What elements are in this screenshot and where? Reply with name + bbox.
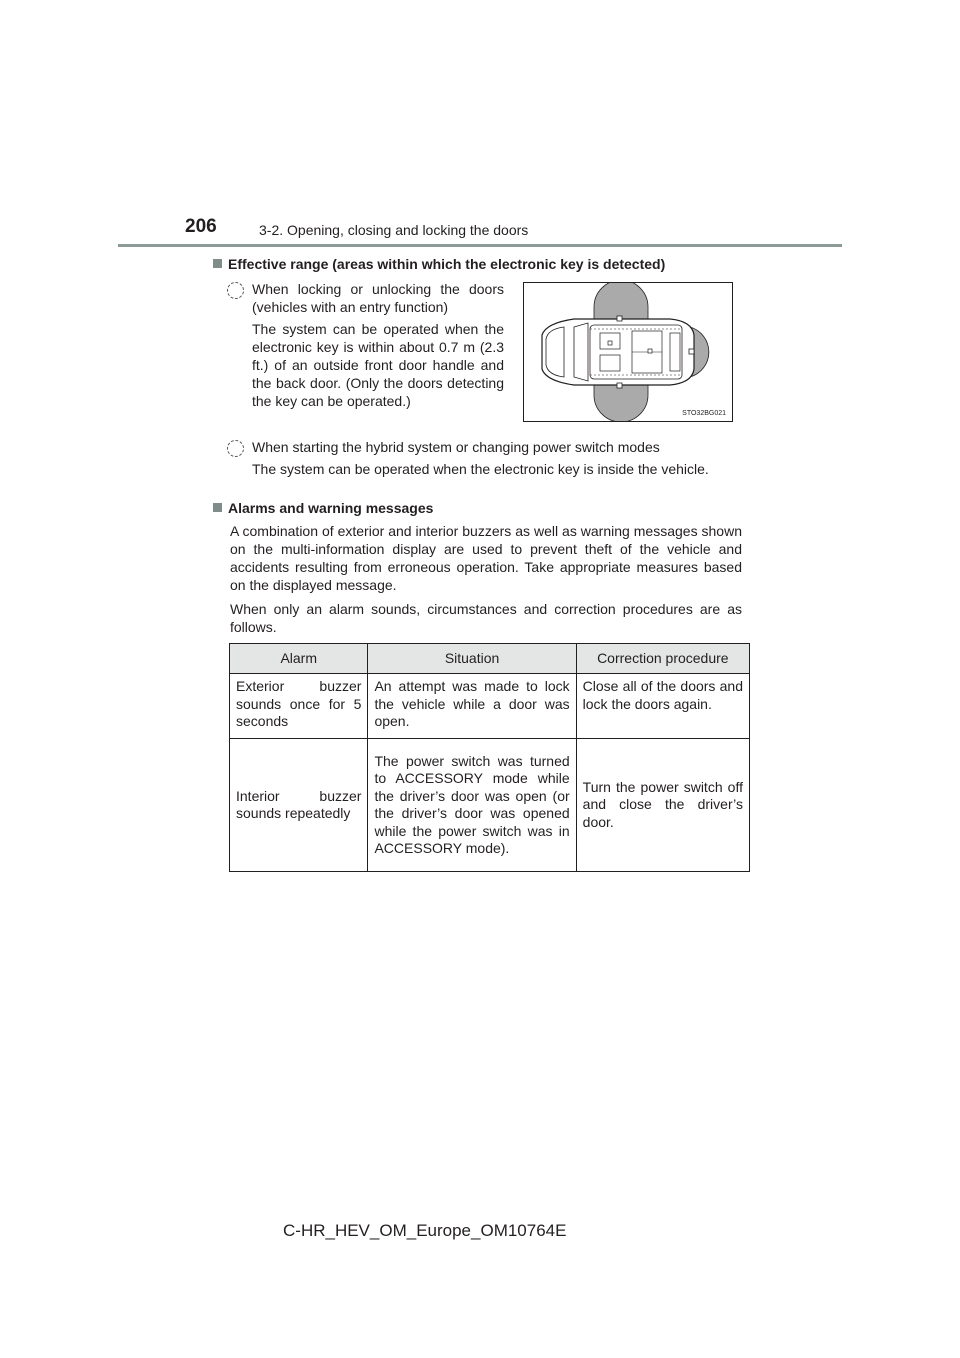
dashed-circle-icon xyxy=(227,282,244,299)
table-header-situation: Situation xyxy=(368,644,576,674)
table-cell: The power switch was turned to ACCESSORY mode while the driver’s door was open (or the driver’s door was opened while the power switch was in ACCESSORY mode). xyxy=(368,739,576,872)
table-cell: Interior buzzer sounds repeatedly xyxy=(230,739,368,872)
table-cell: Close all of the doors and lock the doors again. xyxy=(576,674,749,739)
table-cell: Exterior buzzer sounds once for 5 seconds xyxy=(230,674,368,739)
alarm-table xyxy=(229,643,750,872)
table-cell: Turn the power switch off and close the driver’s door. xyxy=(576,739,749,872)
table-cell: An attempt was made to lock the vehicle while a door was open. xyxy=(368,674,576,739)
alarms-paragraph-2: When only an alarm sounds, circumstances and correction procedures are as follows. xyxy=(230,601,742,635)
item1-title: When locking or unlocking the doors (vehicles with an entry function) xyxy=(252,281,504,315)
square-bullet-icon xyxy=(213,503,222,512)
page-number: 206 xyxy=(185,216,217,237)
car-top-view-illustration xyxy=(524,283,732,421)
alarms-paragraph: A combination of exterior and interior buzzers as well as warning messages shown on the multi-information display are used to prevent theft of the vehicle and accidents resulting from erroneous operation. Take appropriate measures based on the displayed message. xyxy=(230,523,742,593)
chapter-title: 3-2. Opening, closing and locking the doors xyxy=(259,222,529,238)
table-header-correction: Correction procedure xyxy=(576,644,749,674)
item1-text: The system can be operated when the electronic key is within about 0.7 m (2.3 ft.) of an outside front door handle and the back door. (Only the doors detecting the key can be operated.) xyxy=(252,321,504,409)
table-header-row xyxy=(230,644,750,674)
dashed-circle-icon xyxy=(227,440,244,457)
header-rule xyxy=(118,244,842,247)
table-header-alarm: Alarm xyxy=(230,644,368,674)
item2-text: The system can be operated when the electronic key is inside the vehicle. xyxy=(252,461,709,477)
item2-title: When starting the hybrid system or changing power switch modes xyxy=(252,439,660,455)
section-heading-alarms: Alarms and warning messages xyxy=(213,500,433,516)
table-row xyxy=(230,739,750,872)
figure-code: STO32BG021 xyxy=(682,410,726,417)
square-bullet-icon xyxy=(213,259,222,268)
effective-range-figure xyxy=(523,282,733,422)
table-row xyxy=(230,674,750,739)
section-heading-effective-range: Effective range (areas within which the electronic key is detected) xyxy=(213,256,665,272)
footer-doc-code: C-HR_HEV_OM_Europe_OM10764E xyxy=(283,1221,567,1240)
